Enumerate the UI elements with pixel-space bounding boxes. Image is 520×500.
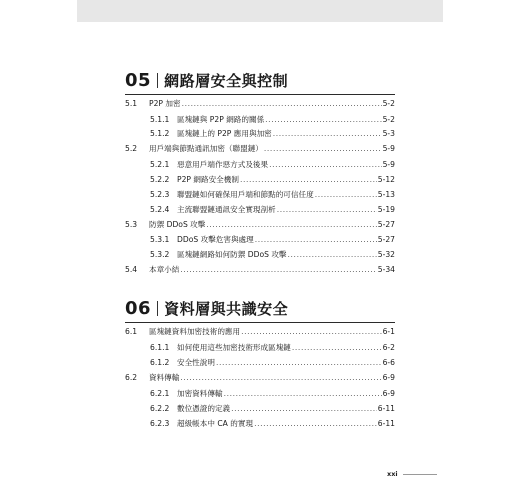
toc-title: 安全性說明 (177, 358, 215, 367)
toc-entry[interactable] (125, 143, 395, 155)
toc-page: 6-6 (382, 358, 395, 367)
toc-entry[interactable] (150, 128, 395, 140)
toc-leader (288, 249, 377, 261)
toc-number: 6.1.1 (150, 343, 170, 352)
chapter-number: 05 (125, 69, 152, 91)
chapter-rule (125, 322, 395, 323)
toc-leader (254, 418, 377, 430)
toc-entry[interactable] (150, 418, 395, 430)
toc-number: 5.2.2 (150, 175, 170, 184)
toc-leader (224, 388, 382, 400)
toc-number: 5.1 (125, 99, 138, 108)
header-band (77, 0, 443, 22)
toc-number: 5.1.1 (150, 115, 170, 124)
toc-number: 6.2.1 (150, 389, 170, 398)
toc-page: 5-3 (382, 129, 395, 138)
chapter-heading (125, 296, 288, 320)
toc-number: 6.1 (125, 327, 138, 336)
toc-entry[interactable] (150, 357, 395, 369)
toc-leader (231, 403, 377, 415)
toc-page: 5-2 (382, 99, 395, 108)
toc-title: P2P 網路安全機制 (177, 175, 239, 184)
toc-title: 加密資料傳輸 (177, 389, 223, 398)
toc-leader (292, 342, 382, 354)
toc-leader (182, 98, 382, 110)
toc-title: 區塊鏈與 P2P 網路的關係 (177, 115, 265, 124)
toc-leader (216, 357, 382, 369)
toc-title: 主流聯盟鏈通訊安全實現剖析 (177, 205, 276, 214)
toc-number: 6.2.2 (150, 404, 170, 413)
toc-number: 5.2.1 (150, 160, 170, 169)
chapter-heading (125, 68, 288, 92)
toc-page: 5-19 (377, 205, 395, 214)
toc-leader (240, 174, 377, 186)
toc-page: 5-2 (382, 115, 395, 124)
toc-number: 5.2.3 (150, 190, 170, 199)
toc-page: 5-9 (382, 160, 395, 169)
chapter-title: 資料層與共識安全 (164, 299, 289, 318)
toc-number: 5.2.4 (150, 205, 170, 214)
toc-entry[interactable] (150, 174, 395, 186)
toc-leader (269, 159, 381, 171)
toc-page: 6-11 (377, 419, 395, 428)
toc-title: 聯盟鏈如何確保用戶端和節點的可信任度 (177, 190, 314, 199)
toc-page: 5-13 (377, 190, 395, 199)
toc-title: 用戶端與節點通訊加密（聯盟鏈） (149, 144, 263, 153)
toc-entry[interactable] (125, 219, 395, 231)
chapter-rule (125, 94, 395, 95)
toc-entry[interactable] (150, 204, 395, 216)
toc-title: 超級帳本中 CA 的實現 (177, 419, 254, 428)
toc-title: 數位憑證的定義 (177, 404, 231, 413)
toc-number: 5.3.2 (150, 250, 170, 259)
toc-leader (255, 234, 377, 246)
toc-title: 區塊鏈上的 P2P 應用與加密 (177, 129, 272, 138)
toc-leader (241, 326, 381, 338)
toc-leader (264, 143, 382, 155)
toc-page: 5-32 (377, 250, 395, 259)
toc-title: 防禦 DDoS 攻擊 (149, 220, 206, 229)
toc-number: 5.1.2 (150, 129, 170, 138)
toc-title: P2P 加密 (149, 99, 181, 108)
toc-title: 區塊鏈資料加密技術的應用 (149, 327, 241, 336)
toc-title: 如何使用這些加密技術形成區塊鏈 (177, 343, 291, 352)
toc-leader (265, 114, 381, 126)
toc-entry[interactable] (150, 159, 395, 171)
toc-entry[interactable] (150, 403, 395, 415)
toc-page: 5-34 (377, 265, 395, 274)
toc-entry[interactable] (150, 388, 395, 400)
toc-title: DDoS 攻擊危害與處理 (177, 235, 254, 244)
toc-entry[interactable] (150, 114, 395, 126)
toc-leader (206, 219, 376, 231)
toc-number: 5.3.1 (150, 235, 170, 244)
toc-number: 5.2 (125, 144, 138, 153)
toc-entry[interactable] (150, 189, 395, 201)
toc-entry[interactable] (125, 264, 395, 276)
footer-rule (403, 474, 437, 475)
chapter-divider (157, 301, 158, 316)
toc-title: 本章小結 (149, 265, 180, 274)
toc-leader (273, 128, 382, 140)
toc-entry[interactable] (150, 234, 395, 246)
toc-page: 5-9 (382, 144, 395, 153)
toc-entry[interactable] (125, 326, 395, 338)
chapter-title: 網路層安全與控制 (164, 71, 289, 90)
toc-leader (315, 189, 377, 201)
toc-number: 6.2 (125, 373, 138, 382)
toc-leader (180, 264, 376, 276)
toc-page: 6-11 (377, 404, 395, 413)
toc-title: 資料傳輸 (149, 373, 180, 382)
toc-page: 6-2 (382, 343, 395, 352)
toc-title: 區塊鏈網路如何防禦 DDoS 攻擊 (177, 250, 287, 259)
toc-entry[interactable] (125, 98, 395, 110)
toc-page: 6-9 (382, 373, 395, 382)
toc-page: 6-1 (382, 327, 395, 336)
toc-leader (180, 372, 381, 384)
toc-leader (277, 204, 377, 216)
chapter-number: 06 (125, 297, 152, 319)
toc-number: 6.2.3 (150, 419, 170, 428)
toc-page: 5-12 (377, 175, 395, 184)
toc-entry[interactable] (150, 342, 395, 354)
page-number: xxi (387, 470, 398, 478)
toc-entry[interactable] (150, 249, 395, 261)
toc-page: 5-27 (377, 220, 395, 229)
toc-number: 6.1.2 (150, 358, 170, 367)
toc-page: 5-27 (377, 235, 395, 244)
chapter-divider (157, 73, 158, 88)
toc-page: 6-9 (382, 389, 395, 398)
toc-number: 5.3 (125, 220, 138, 229)
toc-number: 5.4 (125, 265, 138, 274)
toc-entry[interactable] (125, 372, 395, 384)
toc-title: 惡意用戶端作惡方式及後果 (177, 160, 269, 169)
